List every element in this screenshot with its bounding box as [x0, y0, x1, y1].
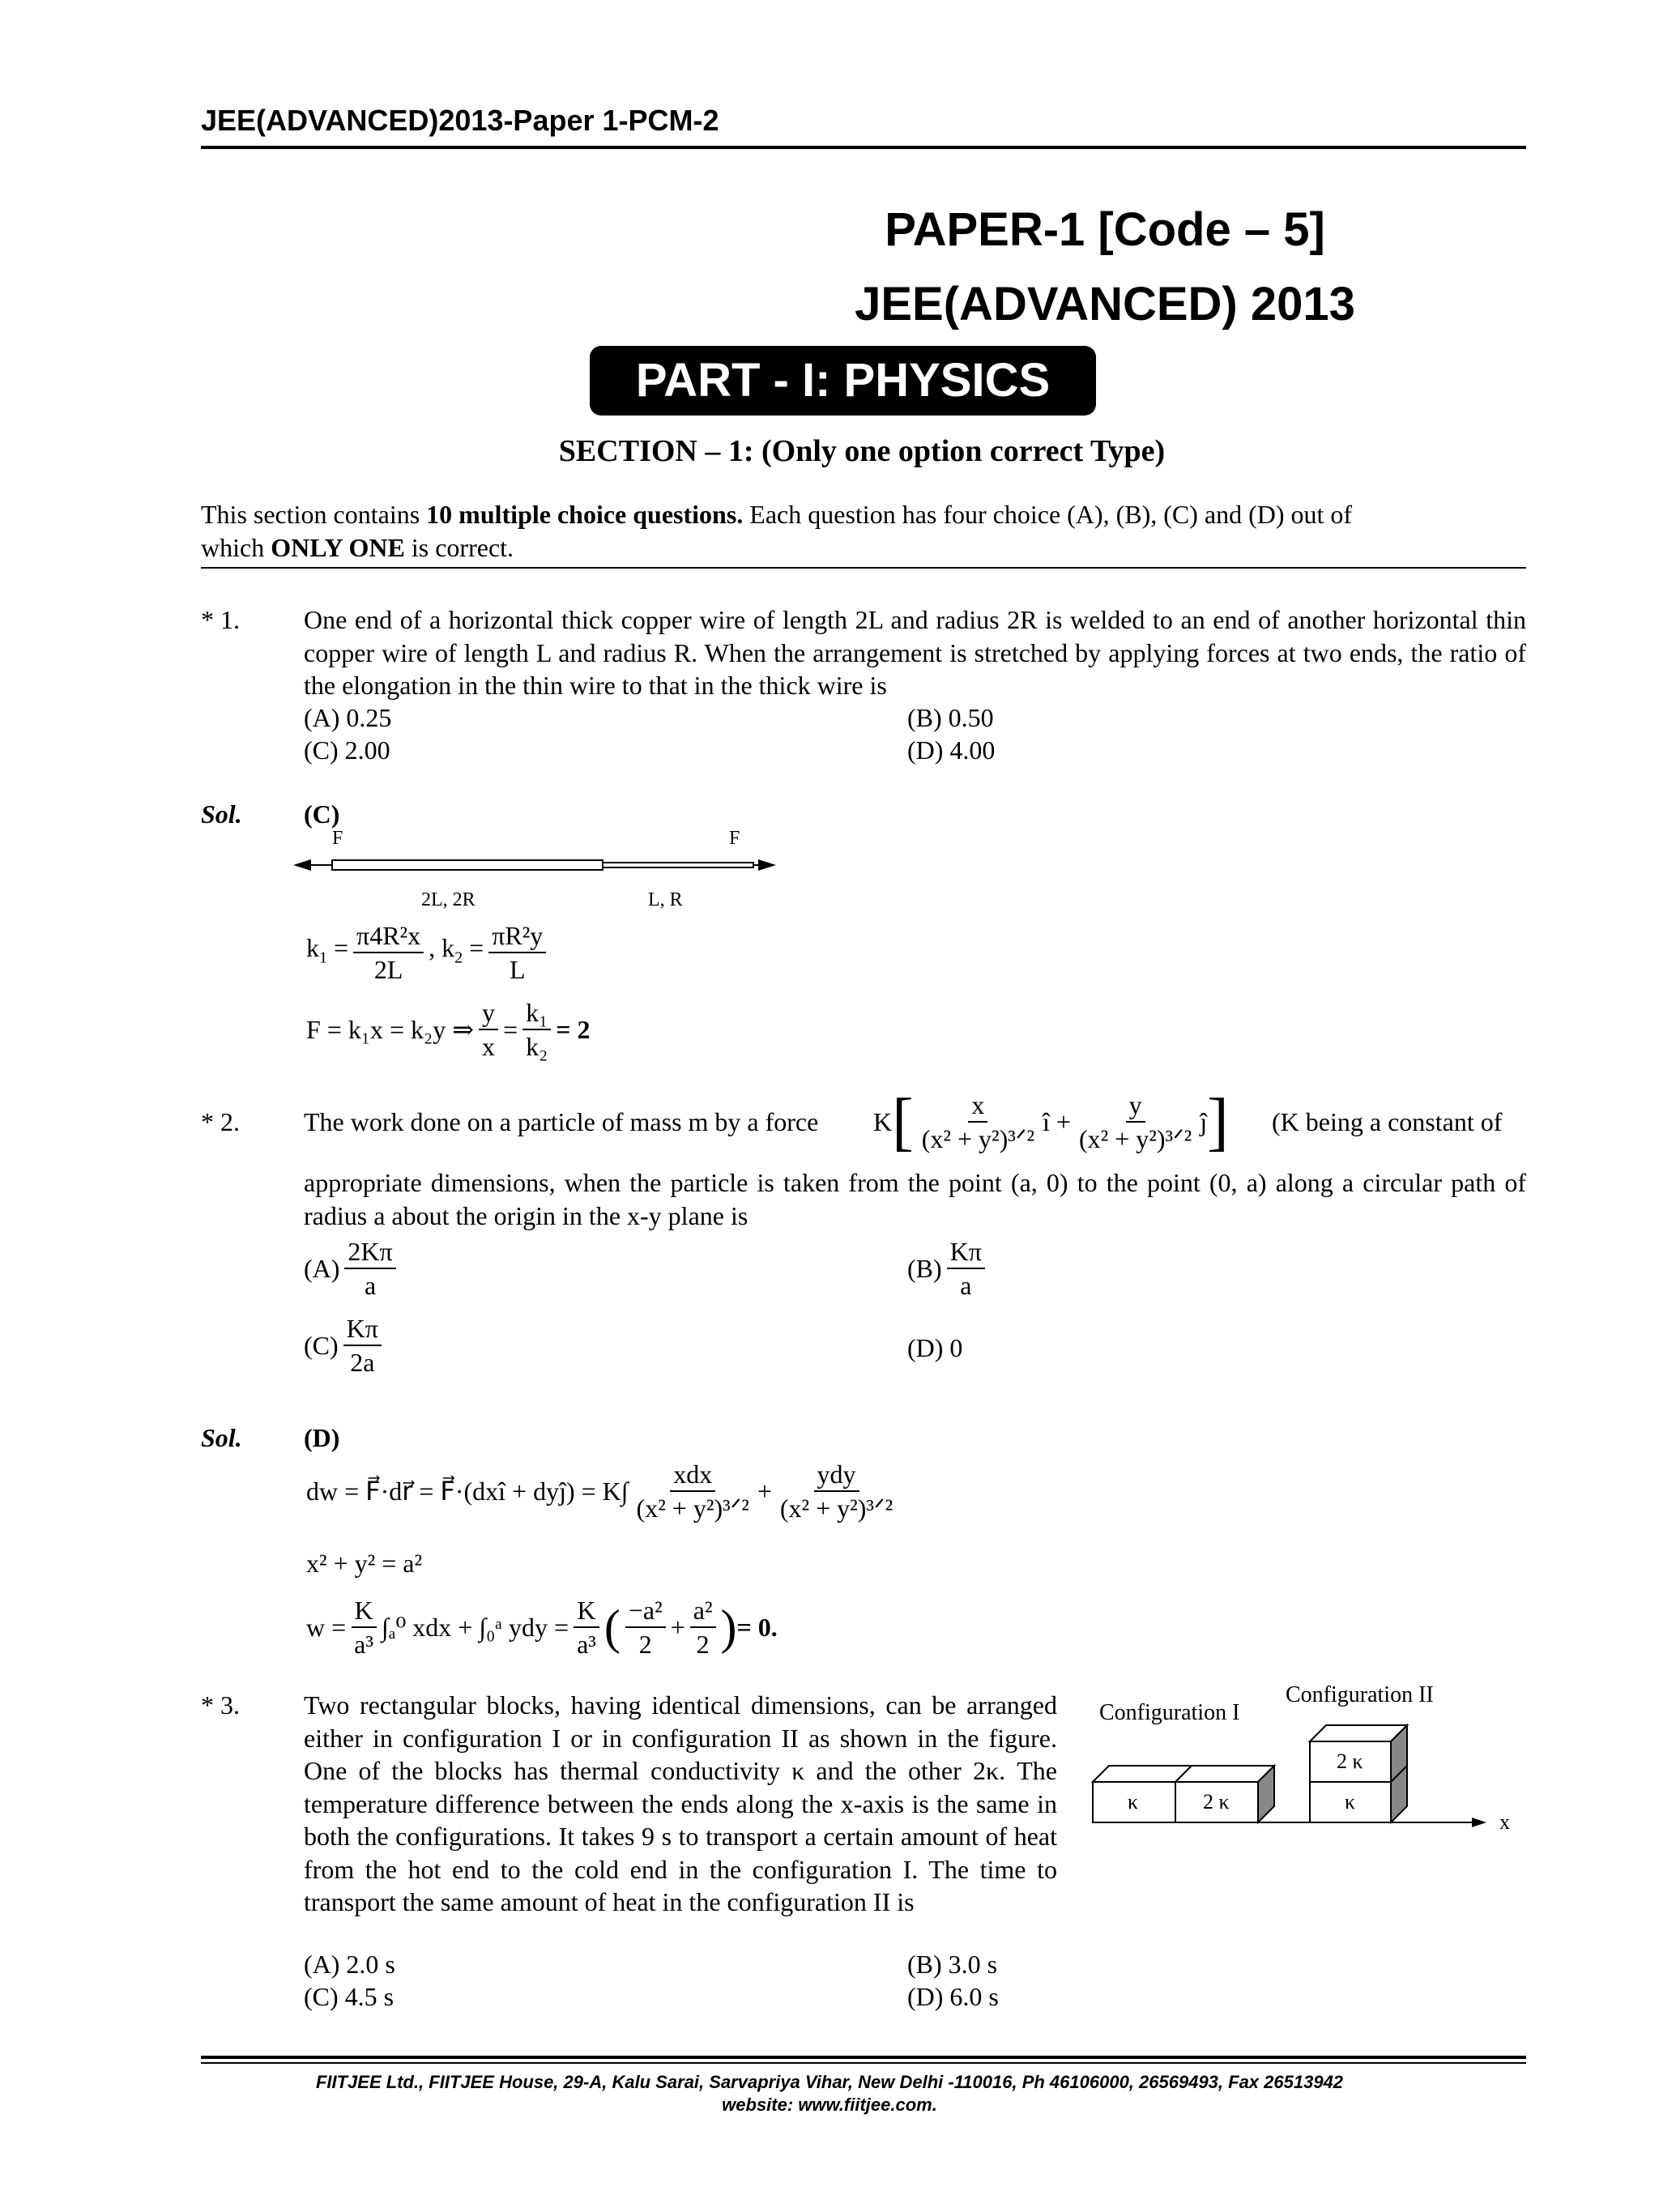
q2-sol-answer: (D) — [304, 1423, 340, 1452]
thin-wire-label: L, R — [648, 889, 683, 910]
config1-label: Configuration I — [1099, 1700, 1240, 1725]
config-figure — [1090, 1681, 1527, 1843]
ratio-y: y — [479, 996, 498, 1030]
q2-option-c: (C) $\frac{K\pi}{2a}$ — [304, 1312, 386, 1379]
config2-label: Configuration II — [1286, 1682, 1434, 1707]
section-intro: This section contains 10 multiple choice questions. Each question has four choice (A), (B), (C) and (D) out of which ONLY ONE is correct. — [201, 500, 1353, 562]
q2-option-a: (A) $\frac{2K\pi}{a}$ — [304, 1235, 401, 1302]
q1-number: * 1. — [201, 605, 240, 634]
k2-numerator: πR²y — [488, 919, 546, 953]
section-heading: SECTION – 1: (Only one option correct Type) — [558, 434, 1166, 468]
part-banner: PART - I: PHYSICS — [590, 346, 1096, 416]
q1-text: One end of a horizontal thick copper wire of length 2L and radius 2R is welded to an end of another horizontal thin copper wire of length L and radius R. When the arrangement is stretched by applying forces at two ends, the ratio of the elongation in the thin wire to that in the thick wire is — [304, 605, 1526, 700]
force-label-left: F — [332, 828, 343, 849]
ratio-k2: k₂ — [526, 1032, 548, 1061]
footer-rule-1 — [201, 2056, 1526, 2059]
k2-denominator: L — [509, 955, 526, 984]
arrow-right-head — [758, 859, 776, 871]
k1-denominator: 2L — [373, 955, 403, 984]
q2-w-formula: w = $\frac{K}{\text{a³}}$ ∫ₐ⁰ xdx + ∫₀ᵃ ydy = $\frac{K}{\text{a³}}$ ( $\frac{\text{−a²}}{2}$ + $\frac{\text{a²}}{2}$ ) = 0. — [306, 1596, 778, 1659]
x-axis-label: x — [1499, 1810, 1510, 1834]
q2-option-b: (B) $\frac{K\pi}{a}$ — [907, 1235, 990, 1302]
thick-wire — [332, 860, 603, 870]
wire-diagram — [292, 849, 778, 881]
force-label-right: F — [729, 828, 740, 849]
q1-option-c: (C) 2.00 — [304, 735, 390, 765]
dw-den2: (x² + y²)³ᐟ² — [779, 1494, 893, 1523]
thin-wire — [603, 863, 753, 867]
block-k-config1: κ — [1128, 1790, 1139, 1813]
ratio-x: x — [482, 1032, 496, 1061]
q2-text-b: (K being a constant of — [1272, 1107, 1503, 1136]
force-y-num: y — [1126, 1089, 1145, 1123]
ratio-result: = 2 — [556, 1015, 591, 1044]
q2-option-d: (D) 0 — [907, 1333, 963, 1362]
q3-text: Two rectangular blocks, having identical dimensions, can be arranged either in configuration I or in configuration II as shown in the figure. One of the blocks has thermal conductivity κ and the other 2κ. The temperature difference between the ends along the x-axis is the same in both the configurations. It takes 9 s to transport a certain amount of heat from the hot end to the cold end in the configuration I. The time to transport the same amount of heat in the configuration II is — [304, 1690, 1057, 1916]
q3-number: * 3. — [201, 1690, 240, 1720]
k1-numerator: π4R²x — [353, 919, 424, 953]
header-rule — [201, 146, 1526, 149]
footer-website: website: www.fiitjee.com. — [722, 2095, 937, 2115]
dw-left: dw = F⃗·dr⃗ = F⃗·(dxî + dyĵ) = K∫ — [306, 1477, 629, 1506]
block-2k-config2: 2 κ — [1337, 1750, 1363, 1773]
dw-den1: (x² + y²)³ᐟ² — [636, 1494, 749, 1523]
arrow-left-head — [293, 859, 311, 871]
force-x-num: x — [968, 1089, 987, 1123]
q3-option-d: (D) 6.0 s — [907, 1982, 999, 2011]
footer-rule-2 — [201, 2062, 1526, 2064]
dw-num1: xdx — [670, 1458, 715, 1492]
q3-option-c: (C) 4.5 s — [304, 1982, 394, 2011]
dw-num2: ydy — [814, 1458, 859, 1492]
config-diagram — [1090, 1681, 1527, 1843]
block-2k-config1: 2 κ — [1203, 1790, 1230, 1813]
wire-figure — [292, 825, 778, 922]
q2-sol-label: Sol. — [201, 1423, 242, 1452]
q1-ratio-formula: F = k₁x = k₂y ⇒ $\frac{y}{x}$ = $\frac{\text{k₁}}{\text{k₂}}$ = 2 — [306, 998, 591, 1061]
circle-equation: x² + y² = a² — [306, 1549, 423, 1578]
q3-option-a: (A) 2.0 s — [304, 1950, 395, 1979]
q2-dw-formula: dw = F⃗·dr⃗ = F⃗·(dxî + dyĵ) = K∫ $\frac{\text{xdx}}{\text{(x² + y²)³ᐟ²}}$ + $\frac{\text{ydy}}{\text{(x² + y²)³ᐟ²}}$ — [306, 1458, 901, 1524]
thick-wire-label: 2L, 2R — [421, 889, 476, 910]
ratio-left: F = k₁x = k₂y ⇒ — [306, 1015, 475, 1044]
q1-option-b: (B) 0.50 — [907, 703, 994, 732]
q2-force-expr: K [ $\frac{x}{\text{(x² + y²)³ᐟ²}}$ î + $\frac{y}{\text{(x² + y²)³ᐟ²}}$ ĵ ] — [873, 1086, 1229, 1157]
q1-k-formula: $k_1$ = $\frac{\text{π4R²x}}{2L}$ , $k_2$ = $\frac{\text{πR²y}}{L}$ — [306, 919, 551, 986]
q1-option-d: (D) 4.00 — [907, 735, 996, 765]
q1-sol-label: Sol. — [201, 799, 242, 829]
q1-option-a: (A) 0.25 — [304, 703, 392, 732]
q2-text-c: appropriate dimensions, when the particle is taken from the point (a, 0) to the point (0, a) along a circular path of radius a about the origin in the x-y plane is — [304, 1168, 1526, 1230]
q3-option-b: (B) 3.0 s — [907, 1950, 998, 1979]
force-x-den: (x² + y²)³ᐟ² — [921, 1124, 1035, 1153]
force-y-den: (x² + y²)³ᐟ² — [1078, 1124, 1192, 1153]
q1-sol-answer: (C) — [304, 799, 340, 829]
section-rule — [201, 567, 1526, 569]
exam-title: JEE(ADVANCED) 2013 — [855, 278, 1355, 330]
footer-address: FIITJEE Ltd., FIITJEE House, 29-A, Kalu Sarai, Sarvapriya Vihar, New Delhi -110016, Ph 46106000, 26569493, Fax 26513942 — [315, 2072, 1344, 2092]
paper-title: PAPER-1 [Code – 5] — [885, 203, 1325, 256]
page-header: JEE(ADVANCED)2013-Paper 1-PCM-2 — [201, 104, 719, 137]
q2-text-a: The work done on a particle of mass m by a force — [304, 1107, 819, 1136]
ratio-k1: k₁ — [522, 996, 551, 1030]
q2-number: * 2. — [201, 1107, 240, 1136]
block-k-config2: κ — [1345, 1790, 1356, 1813]
